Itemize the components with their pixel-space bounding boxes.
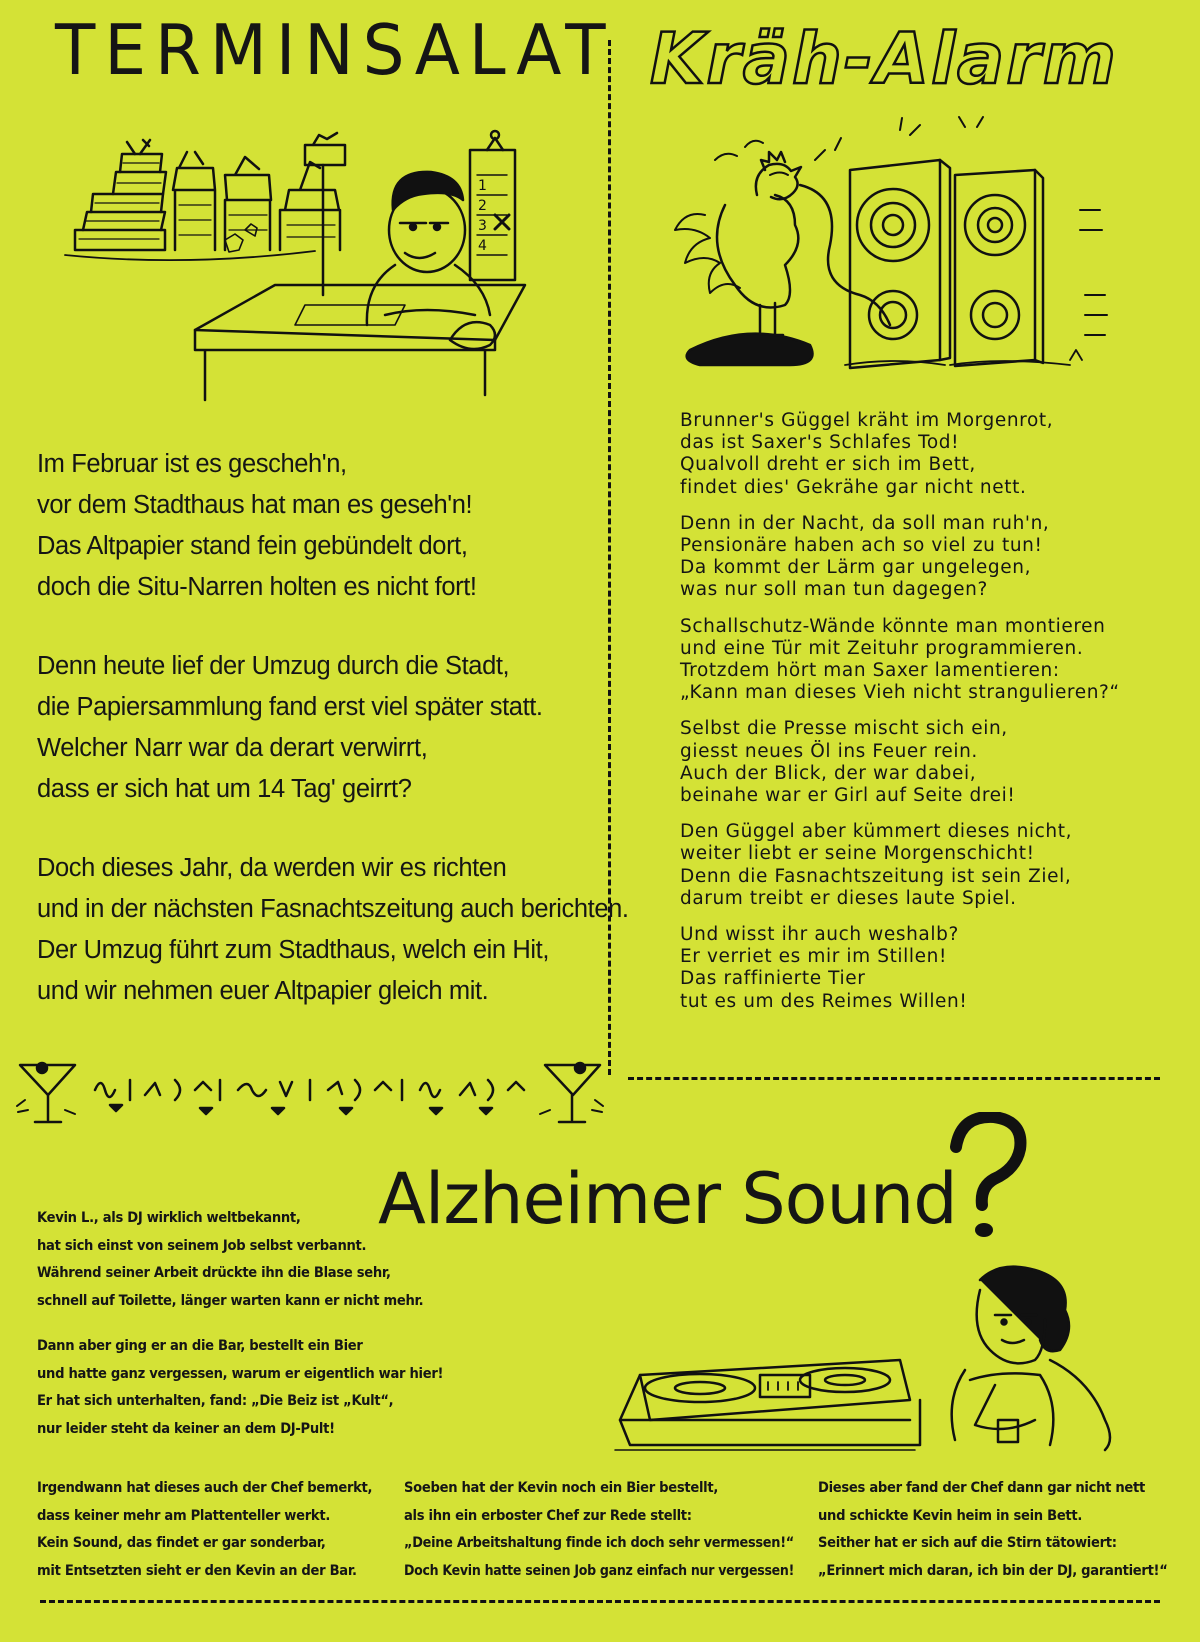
- poem-line: und eine Tür mit Zeituhr programmieren.: [680, 637, 1084, 659]
- stanza: [37, 1204, 467, 1314]
- poem-line: Denn die Fasnachtszeitung ist sein Ziel,: [680, 865, 1072, 887]
- poem-alzheimer-col1: [37, 1474, 397, 1584]
- poem-line: Welcher Narr war da derart verwirrt,: [37, 734, 428, 762]
- poem-line: „Kann man dieses Vieh nicht strangulieren?“: [680, 682, 1120, 704]
- stanza: [680, 718, 1160, 807]
- poem-line: Selbst die Presse mischt sich ein,: [680, 718, 1008, 740]
- poem-line: Soeben hat der Kevin noch ein Bier bestellt,: [404, 1479, 719, 1496]
- poem-line: mit Entsetzten sieht er den Kevin an der Bar.: [37, 1561, 357, 1579]
- stanza: [37, 848, 629, 1012]
- poem-line: was nur soll man tun dagegen?: [680, 579, 988, 601]
- poem-line: nur leider steht da keiner an dem DJ-Pult!: [37, 1419, 335, 1437]
- stanza: [680, 924, 1160, 1013]
- poem-line: und hatte ganz vergessen, warum er eigentlich war hier!: [37, 1364, 444, 1382]
- poem-line: dass er sich hat um 14 Tag' geirrt?: [37, 775, 412, 803]
- svg-text:2: 2: [478, 198, 487, 214]
- illustration-desk-papers: [55, 115, 555, 435]
- poem-line: Schallschutz-Wände könnte man montieren: [680, 615, 1106, 637]
- stanza: [37, 646, 597, 810]
- poem-alzheimer-intro: [37, 1204, 467, 1460]
- svg-text:3: 3: [478, 218, 487, 234]
- poem-line: Doch dieses Jahr, da werden wir es richten: [37, 854, 507, 882]
- divider-right: [628, 1077, 1160, 1080]
- poem-line: Denn heute lief der Umzug durch die Stadt,: [37, 652, 510, 680]
- poem-line: Auch der Blick, der war dabei,: [680, 762, 977, 784]
- poem-line: doch die Situ-Narren holten es nicht fort!: [37, 573, 477, 601]
- poem-line: „Deine Arbeitshaltung finde ich doch sehr vermessen!“: [404, 1534, 795, 1551]
- poem-line: hat sich einst von seinem Job selbst verbannt.: [37, 1236, 367, 1254]
- poem-line: Kevin L., als DJ wirklich weltbekannt,: [37, 1209, 301, 1226]
- poem-line: giesst neues Öl ins Feuer rein.: [680, 740, 978, 762]
- poem-kraeh-alarm: [680, 410, 1160, 1027]
- poem-line: und schickte Kevin heim in sein Bett.: [818, 1506, 1083, 1524]
- title-alzheimer-sound: Alzheimer Sound: [378, 1158, 957, 1240]
- poem-line: Irgendwann hat dieses auch der Chef bemerkt,: [37, 1479, 373, 1496]
- poem-line: Während seiner Arbeit drückte ihn die Blase sehr,: [37, 1264, 391, 1281]
- poem-line: Der Umzug führt zum Stadthaus, welch ein Hit,: [37, 936, 550, 964]
- poem-line: Qualvoll dreht er sich im Bett,: [680, 454, 976, 476]
- poem-line: das ist Saxer's Schlafes Tod!: [680, 432, 960, 454]
- stanza: [680, 410, 1160, 499]
- poem-line: Er hat sich unterhalten, fand: „Die Beiz ist „Kult“,: [37, 1392, 394, 1409]
- poem-line: und wir nehmen euer Altpapier gleich mit.: [37, 977, 489, 1005]
- stanza: [680, 513, 1160, 602]
- illustration-dj-desk: [610, 1260, 1150, 1455]
- stanza: [37, 1332, 467, 1442]
- poem-line: Pensionäre haben ach so viel zu tun!: [680, 535, 1043, 557]
- poem-line: vor dem Stadthaus hat man es geseh'n!: [37, 491, 473, 519]
- poem-line: schnell auf Toilette, länger warten kann er nicht mehr.: [37, 1291, 424, 1309]
- poem-line: Dann aber ging er an die Bar, bestellt ein Bier: [37, 1337, 363, 1354]
- poem-line: findet dies' Gekrähe gar nicht nett.: [680, 476, 1027, 498]
- question-mark-icon: [948, 1112, 1028, 1242]
- poem-line: Denn in der Nacht, da soll man ruh'n,: [680, 512, 1050, 534]
- title-kraeh-alarm: Kräh-Alarm: [650, 18, 1118, 100]
- poem-alzheimer-col3: [818, 1474, 1188, 1584]
- poem-line: Da kommt der Lärm gar ungelegen,: [680, 557, 1032, 579]
- poem-line: Kein Sound, das findet er gar sonderbar,: [37, 1534, 326, 1551]
- poem-line: beinahe war er Girl auf Seite drei!: [680, 785, 1016, 807]
- poem-line: Den Güggel aber kümmert dieses nicht,: [680, 821, 1073, 843]
- poem-line: Das Altpapier stand fein gebündelt dort,: [37, 532, 468, 560]
- poem-line: Im Februar ist es gescheh'n,: [37, 450, 347, 478]
- stanza: [680, 616, 1160, 705]
- poem-line: „Erinnert mich daran, ich bin der DJ, garantiert!“: [818, 1561, 1168, 1579]
- poem-line: tut es um des Reimes Willen!: [680, 990, 968, 1012]
- poem-terminsalat: [37, 444, 629, 1050]
- poem-line: Seither hat er sich auf die Stirn tätowiert:: [818, 1534, 1117, 1551]
- svg-text:4: 4: [478, 238, 487, 254]
- poem-line: die Papiersammlung fand erst viel später statt.: [37, 693, 543, 721]
- illustration-rooster-speakers: [665, 115, 1165, 385]
- title-terminsalat: TERMINSALAT: [55, 10, 615, 91]
- poem-alzheimer-col2: [404, 1474, 794, 1584]
- stanza: [37, 444, 597, 608]
- poem-line: Er verriet es mir im Stillen!: [680, 946, 947, 968]
- poem-line: und in der nächsten Fasnachtszeitung auch berichten.: [37, 895, 629, 923]
- poem-line: Und wisst ihr auch weshalb?: [680, 924, 959, 946]
- divider-bottom: [40, 1600, 1160, 1603]
- poem-line: darum treibt er dieses laute Spiel.: [680, 887, 1017, 909]
- poem-line: Dieses aber fand der Chef dann gar nicht nett: [818, 1479, 1145, 1496]
- poem-line: als ihn ein erboster Chef zur Rede stellt:: [404, 1506, 692, 1524]
- poem-line: Trotzdem hört man Saxer lamentieren:: [680, 660, 1060, 682]
- poem-line: Doch Kevin hatte seinen Job ganz einfach nur vergessen!: [404, 1561, 795, 1579]
- poem-line: weiter liebt er seine Morgenschicht!: [680, 843, 1035, 865]
- stanza: [680, 821, 1160, 910]
- poem-line: Das raffinierte Tier: [680, 968, 866, 990]
- poem-line: Brunner's Güggel kräht im Morgenrot,: [680, 410, 1054, 431]
- ornament-row: [10, 1050, 610, 1140]
- poem-line: dass keiner mehr am Plattenteller werkt.: [37, 1506, 331, 1524]
- svg-text:1: 1: [478, 178, 487, 194]
